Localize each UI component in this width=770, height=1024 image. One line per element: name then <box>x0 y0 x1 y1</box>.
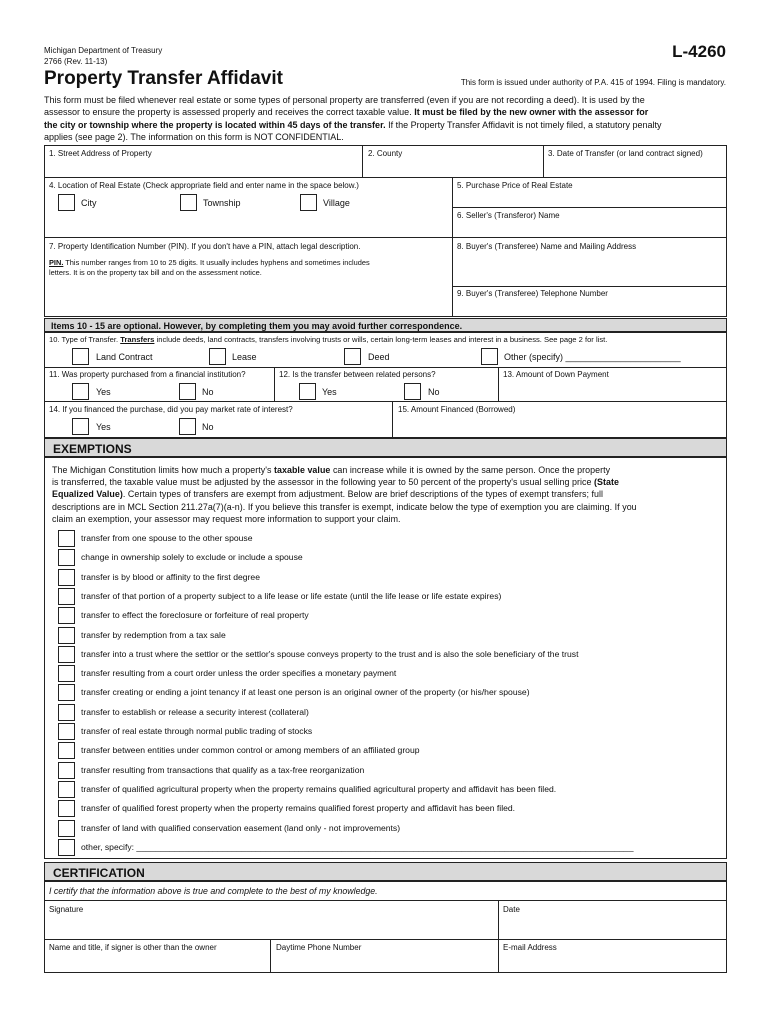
exemption-item <box>58 569 728 587</box>
city-label: City <box>81 198 97 208</box>
exemption-label: change in ownership solely to exclude or include a spouse <box>81 552 303 563</box>
exemptions-heading: EXEMPTIONS <box>44 438 727 457</box>
exemption-checkbox[interactable] <box>58 530 75 547</box>
certification-statement: I certify that the information above is true and complete to the best of my knowledge. <box>49 886 378 896</box>
exemption-label: transfer creating or ending a joint tenancy if at least one person is an original owner of the property (or his/her spouse) <box>81 687 530 698</box>
exemption-item <box>58 742 728 760</box>
exemption-checkbox[interactable] <box>58 665 75 682</box>
q11-no-label: No <box>202 387 214 397</box>
certification-heading: CERTIFICATION <box>44 862 727 881</box>
exemption-checkbox[interactable] <box>58 742 75 759</box>
daytime-phone-input[interactable] <box>272 952 496 972</box>
exemption-label: transfer of qualified agricultural property when the property remains qualified agricultural property and affidavit has been filed. <box>81 783 557 794</box>
q11-yes-checkbox[interactable] <box>72 383 89 400</box>
field-5-label: 5. Purchase Price of Real Estate <box>457 181 573 190</box>
q14-no-checkbox[interactable] <box>179 418 196 435</box>
intro-line-4: applies (see page 2). The information on this form is NOT CONFIDENTIAL. <box>44 132 344 143</box>
exemption-label: transfer of land with qualified conservation easement (land only - not improvements) <box>81 822 401 833</box>
pin-note: PIN. This number ranges from 10 to 25 digits. It usually includes hyphens and sometimes includes letters. It is on the property tax bill and on the assessment notice. <box>49 258 370 277</box>
exemption-checkbox[interactable] <box>58 646 75 663</box>
amount-financed-input[interactable] <box>394 414 725 437</box>
exemption-item <box>58 588 728 606</box>
signature-input[interactable] <box>46 914 496 938</box>
optional-banner: Items 10 - 15 are optional. However, by completing them you may avoid further correspondence. <box>44 318 727 332</box>
exemption-item <box>58 607 728 625</box>
q12-yes-checkbox[interactable] <box>299 383 316 400</box>
page-title: Property Transfer Affidavit <box>44 68 283 89</box>
exemption-checkbox[interactable] <box>58 781 75 798</box>
dept-name: Michigan Department of Treasury <box>44 46 163 55</box>
date-input[interactable] <box>500 914 725 938</box>
phone-label: Daytime Phone Number <box>276 943 362 952</box>
exemption-item <box>58 820 728 838</box>
exemption-checkbox[interactable] <box>58 607 75 624</box>
signature-label: Signature <box>49 905 84 914</box>
exemption-checkbox[interactable] <box>58 704 75 721</box>
exemption-item <box>58 646 728 664</box>
exemption-label: transfer of qualified forest property when the property remains qualified forest property and affidavit has been filed. <box>81 803 516 814</box>
buyer-phone-input[interactable] <box>455 299 725 316</box>
exemption-label: transfer of real estate through normal public trading of stocks <box>81 726 313 736</box>
exemption-label: transfer is by blood or affinity to the first degree <box>81 571 260 582</box>
exemption-label: transfer to establish or release a security interest (collateral) <box>81 706 309 717</box>
intro-line-2: assessor to ensure the property is assessed properly and receives the correct taxable value. It must be filed by the new owner with the assessor for <box>44 107 649 118</box>
exemption-label: other, specify: ________________________________________________________________________________________________________ <box>81 841 634 852</box>
seller-name-input[interactable] <box>455 221 725 236</box>
exemption-checkbox[interactable] <box>58 684 75 701</box>
pin-input[interactable] <box>46 282 450 316</box>
exemption-label: transfer of that portion of a property subject to a life lease or life estate (until the life lease or life estate expires) <box>81 590 502 601</box>
exemption-item <box>58 762 728 780</box>
form-number: L-4260 <box>672 42 726 61</box>
exemption-item <box>58 549 728 567</box>
email-label: E-mail Address <box>503 943 557 952</box>
exemption-label: transfer from one spouse to the other spouse <box>81 533 253 543</box>
field-8-label: 8. Buyer's (Transferee) Name and Mailing Address <box>457 242 637 251</box>
q11-yes-label: Yes <box>96 387 111 397</box>
field-3-label: 3. Date of Transfer (or land contract signed) <box>548 149 703 158</box>
q14-yes-label: Yes <box>96 422 111 432</box>
intro-line-1: This form must be filed whenever real estate or some types of personal property are transferred (even if you are not recording a deed). It is used by the <box>44 95 645 105</box>
exemption-checkbox[interactable] <box>58 627 75 644</box>
other-checkbox[interactable] <box>481 348 498 365</box>
exemption-item <box>58 723 728 741</box>
q14-yes-checkbox[interactable] <box>72 418 89 435</box>
field-11-label: 11. Was property purchased from a financial institution? <box>49 370 246 379</box>
exemption-item <box>58 665 728 683</box>
q11-no-checkbox[interactable] <box>179 383 196 400</box>
exemption-item <box>58 684 728 702</box>
field-2-label: 2. County <box>368 149 403 158</box>
exemption-item <box>58 704 728 722</box>
down-payment-input[interactable] <box>500 380 725 401</box>
form-revision: 2766 (Rev. 11-13) <box>44 57 108 66</box>
other-specify-label: Other (specify) _______________________ <box>504 352 681 362</box>
field-1-label: 1. Street Address of Property <box>49 149 152 158</box>
purchase-price-input[interactable] <box>455 191 725 206</box>
field-14-label: 14. If you financed the purchase, did you pay market rate of interest? <box>49 405 293 414</box>
authority-note: This form is issued under authority of P.A. 415 of 1994. Filing is mandatory. <box>460 78 726 87</box>
exemption-checkbox[interactable] <box>58 588 75 605</box>
street-address-input[interactable] <box>46 160 360 176</box>
q12-yes-label: Yes <box>322 387 337 397</box>
township-checkbox[interactable] <box>180 194 197 211</box>
exemption-checkbox[interactable] <box>58 820 75 837</box>
email-input[interactable] <box>500 952 725 972</box>
name-title-input[interactable] <box>46 952 268 972</box>
city-checkbox[interactable] <box>58 194 75 211</box>
date-of-transfer-input[interactable] <box>546 160 725 176</box>
exemption-label: transfer resulting from transactions that qualify as a tax-free reorganization <box>81 764 365 775</box>
name-title-label: Name and title, if signer is other than the owner <box>49 943 217 952</box>
field-9-label: 9. Buyer's (Transferee) Telephone Number <box>457 289 608 298</box>
date-label: Date <box>503 905 520 914</box>
exemption-item <box>58 781 728 799</box>
exemption-item <box>58 839 728 857</box>
field-10-label: 10. Type of Transfer. Transfers include deeds, land contracts, transfers involving trusts or wills, certain long-term leases and interest in a business. See page 2 for list. <box>49 335 608 344</box>
location-name-input[interactable] <box>46 214 450 236</box>
field-4-label: 4. Location of Real Estate (Check appropriate field and enter name in the space below.) <box>49 181 359 190</box>
buyer-name-address-input[interactable] <box>455 252 725 285</box>
township-label: Township <box>203 198 241 208</box>
q12-no-checkbox[interactable] <box>404 383 421 400</box>
exemption-checkbox[interactable] <box>58 762 75 779</box>
field-13-label: 13. Amount of Down Payment <box>503 370 609 379</box>
village-checkbox[interactable] <box>300 194 317 211</box>
exemption-checkbox[interactable] <box>58 839 75 856</box>
exemption-item <box>58 800 728 818</box>
field-12-label: 12. Is the transfer between related persons? <box>279 370 436 379</box>
lease-label: Lease <box>232 352 257 362</box>
exemption-checkbox[interactable] <box>58 800 75 817</box>
exemption-label: transfer between entities under common control or among members of an affiliated group <box>81 745 420 756</box>
land-contract-checkbox[interactable] <box>72 348 89 365</box>
exemption-checkbox[interactable] <box>58 569 75 586</box>
county-input[interactable] <box>365 160 541 176</box>
field-6-label: 6. Seller's (Transferor) Name <box>457 211 560 220</box>
land-contract-label: Land Contract <box>96 352 153 362</box>
lease-checkbox[interactable] <box>209 348 226 365</box>
q14-no-label: No <box>202 422 214 432</box>
exemption-label: transfer by redemption from a tax sale <box>81 629 226 640</box>
q12-no-label: No <box>428 387 440 397</box>
exemption-item <box>58 627 728 645</box>
exemption-item <box>58 530 728 548</box>
field-15-label: 15. Amount Financed (Borrowed) <box>398 405 516 414</box>
exemption-checkbox[interactable] <box>58 723 75 740</box>
deed-label: Deed <box>368 352 390 362</box>
exemption-label: transfer resulting from a court order unless the order specifies a monetary payment <box>81 668 397 679</box>
exemption-label: transfer into a trust where the settlor or the settlor's spouse conveys property to the trust and is also the sole beneficiary of the trust <box>81 648 579 659</box>
intro-text <box>44 94 728 144</box>
exemptions-text: The Michigan Constitution limits how much a property's taxable value can increase while it is owned by the same person. Once the property is transferred, the taxable value must be adjusted by the assessor in the following year to 50 percent of the property's usual selling price (State Equalized Value). Certain types of transfers are exempt from adjustment. Below are brief descriptions of the types of exempt transfers; full descriptions are in MCL Section 211.27a(7)(a-n). If you believe this transfer is exempt, indicate below the type of exemption you are claiming. If you claim an exemption, your assessor may request more information to support your claim. <box>52 465 637 524</box>
village-label: Village <box>323 198 350 208</box>
deed-checkbox[interactable] <box>344 348 361 365</box>
intro-line-3: the city or township where the property is located within 45 days of the transfer. If the Property Transfer Affidavit is not timely filed, a statutory penalty <box>44 119 662 130</box>
field-7-label: 7. Property Identification Number (PIN). If you don't have a PIN, attach legal description. <box>49 242 361 251</box>
exemption-checkbox[interactable] <box>58 549 75 566</box>
exemption-label: transfer to effect the foreclosure or forfeiture of real property <box>81 610 309 621</box>
